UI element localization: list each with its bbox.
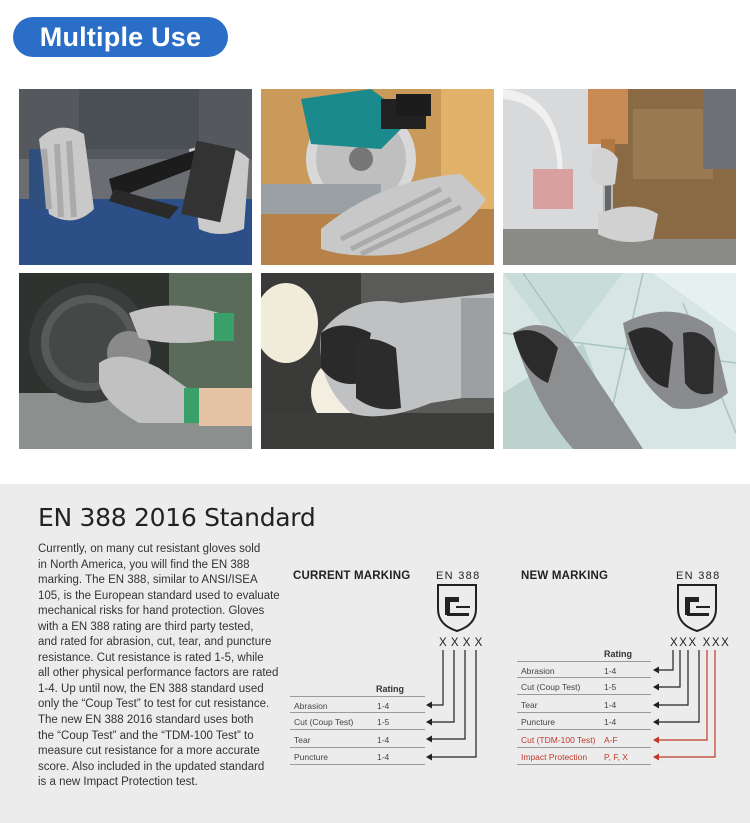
standard-description-line: all other physical performance factors are rated (38, 667, 279, 680)
current-en388-label: EN 388 (436, 570, 481, 582)
current-rating-header: Rating (376, 684, 404, 694)
marking-row-label: Tear (521, 699, 538, 710)
standard-description-line: only the “Coup Test” to test for cut resistance. (38, 698, 270, 711)
standard-description-line: The new EN 388 2016 standard uses both (38, 714, 254, 727)
photo-glass (503, 273, 736, 449)
marking-row (517, 696, 651, 713)
marking-row-label: Cut (TDM-100 Test) (521, 734, 596, 745)
new-code: XXX XXX (670, 637, 731, 649)
standard-description-line: is a new Impact Protection test. (38, 776, 198, 789)
marking-row-label: Tear (294, 734, 311, 745)
standard-description-line: the “Coup Test” and the “TDM-100 Test” to (38, 729, 254, 742)
marking-row-rating: 1-4 (377, 752, 390, 763)
marking-row-label: Cut (Coup Test) (521, 682, 581, 693)
shield-hammer-icon (676, 583, 718, 633)
current-marking-heading: CURRENT MARKING (293, 570, 411, 582)
standard-description-line: marking. The EN 388, similar to ANSI/ISEA (38, 574, 258, 587)
marking-row-rating: 1-4 (604, 717, 617, 728)
shield-hammer-icon (436, 583, 478, 633)
marking-row (517, 678, 651, 695)
standard-description-line: and rated for abrasion, cut, tear, and puncture (38, 636, 272, 649)
photo-snips (19, 89, 252, 265)
photo-onion (261, 273, 494, 449)
marking-row-label: Abrasion (294, 701, 328, 711)
new-rating-header: Rating (604, 649, 632, 659)
standard-description (38, 542, 280, 791)
marking-row (290, 713, 425, 730)
marking-row-rating: 1-4 (604, 699, 617, 710)
photo-grinder (19, 273, 252, 449)
marking-row-rating: 1-5 (377, 717, 390, 728)
new-en388-label: EN 388 (676, 570, 721, 582)
new-marking-heading: NEW MARKING (521, 570, 609, 582)
marking-row-label: Cut (Coup Test) (294, 717, 354, 728)
marking-row (290, 731, 425, 748)
marking-row (517, 748, 651, 765)
marking-row-label: Puncture (294, 752, 329, 763)
marking-row-label: Abrasion (521, 666, 555, 676)
marking-row (517, 661, 651, 678)
current-code: XXXX (439, 637, 487, 649)
marking-row (517, 713, 651, 730)
photo-circular-saw (261, 89, 494, 265)
marking-row-rating: P, F, X (604, 752, 628, 762)
marking-row-rating: 1-4 (377, 734, 390, 745)
marking-row-rating: 1-5 (604, 682, 617, 693)
marking-row (290, 748, 425, 765)
standard-description-line: with a EN 388 rating are third party tested, (38, 620, 254, 633)
marking-row-rating: 1-4 (604, 666, 617, 676)
photo-chisel (503, 89, 736, 265)
standard-description-line: in North America, you will find the EN 388 (38, 558, 250, 571)
standard-description-line: Currently, on many cut resistant gloves sold (38, 543, 261, 555)
standard-description-line: 105, is the European standard used to evaluate (38, 589, 280, 602)
standard-title: EN 388 2016 Standard (38, 503, 316, 532)
marking-row-rating: A-F (604, 734, 618, 745)
standard-description-line: 1-4. Up until now, the EN 388 standard used (38, 682, 264, 695)
standard-description-line: measure cut resistance for a more accurate (38, 745, 260, 758)
marking-row-label: Puncture (521, 717, 556, 728)
section-title-pill: Multiple Use (13, 17, 228, 57)
marking-row (517, 731, 651, 748)
marking-row-label: Impact Protection (521, 752, 588, 762)
marking-row (290, 696, 425, 713)
marking-row-rating: 1-4 (377, 701, 390, 711)
standard-description-line: mechanical risks for hand protection. Gloves (38, 605, 265, 618)
standard-description-line: score. Also included in the updated standard (38, 760, 265, 773)
standard-description-line: resistance. Cut resistance is rated 1-5, while (38, 651, 264, 664)
